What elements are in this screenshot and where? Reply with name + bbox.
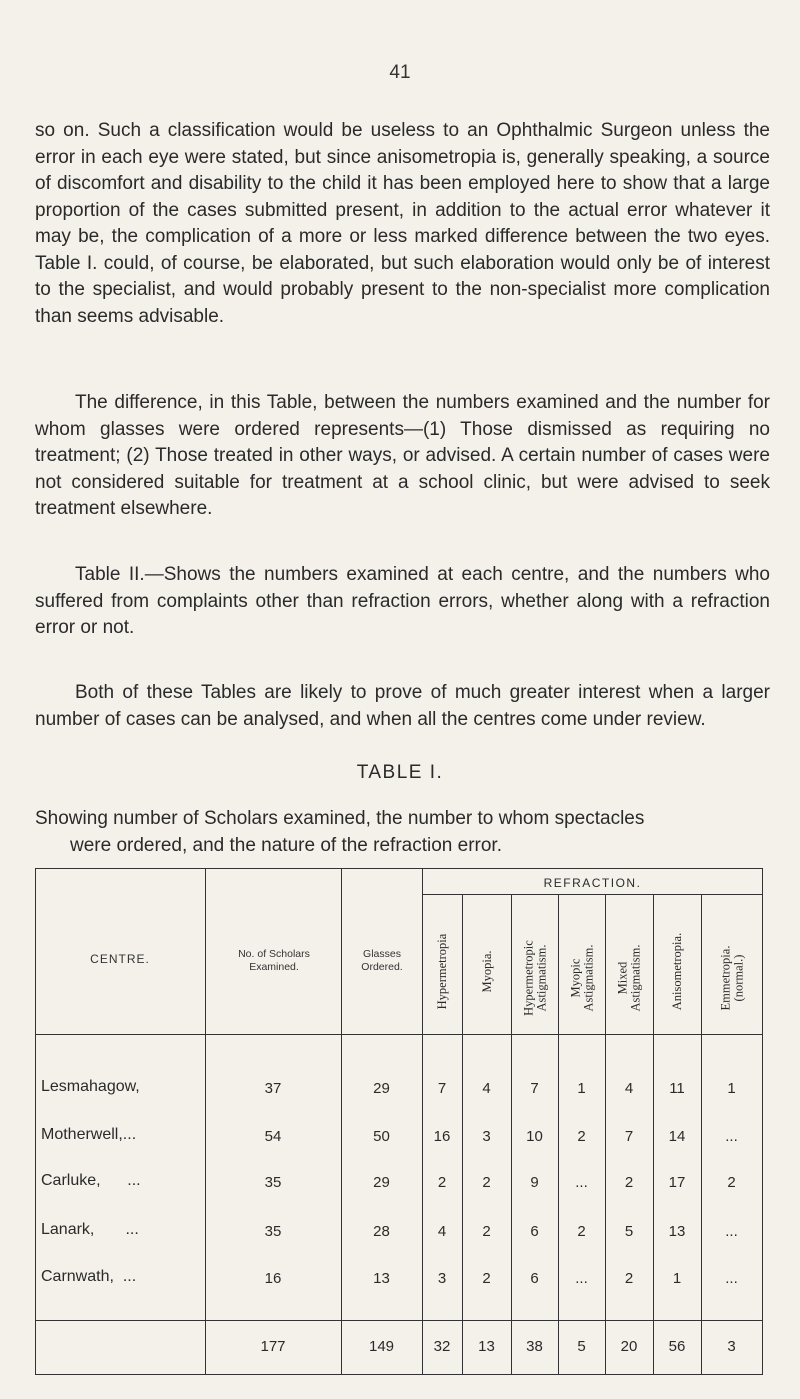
row-5-hypast: 6 xyxy=(530,1270,539,1287)
header-examined: No. of Scholars Examined. xyxy=(238,948,310,973)
row-5-myoast: ... xyxy=(575,1270,588,1287)
header-myopia-text: Myopia. xyxy=(479,950,494,993)
row-2-centre: Motherwell,... xyxy=(41,1126,137,1143)
table-top-rule xyxy=(35,868,763,869)
row-5-hyp: 3 xyxy=(437,1270,447,1287)
header-centre: CENTRE. xyxy=(90,952,150,966)
total-mixast: 20 xyxy=(620,1338,638,1355)
header-mixed-astigmatism xyxy=(605,898,653,1033)
row-5-examined: 16 xyxy=(264,1270,282,1287)
row-1-examined: 37 xyxy=(264,1080,282,1097)
row-4-myo: 2 xyxy=(482,1223,491,1240)
row-4-centre: Lanark, ... xyxy=(41,1221,139,1238)
row-3-emme: 2 xyxy=(727,1174,736,1191)
row-4-hypast: 6 xyxy=(530,1223,539,1240)
row-4-myoast: 2 xyxy=(577,1223,586,1240)
total-myo: 13 xyxy=(478,1338,495,1355)
row-5-glasses: 13 xyxy=(373,1270,390,1287)
total-aniso: 56 xyxy=(668,1338,686,1355)
header-emmetropia xyxy=(701,898,762,1033)
row-5-aniso: 1 xyxy=(672,1270,682,1287)
total-examined: 177 xyxy=(260,1338,286,1355)
row-2-mixast: 7 xyxy=(624,1128,634,1145)
header-myopic-astigmatism xyxy=(558,898,605,1033)
row-2-hyp: 16 xyxy=(433,1128,451,1145)
row-2-myoast: 2 xyxy=(577,1128,586,1145)
rule-examined xyxy=(341,868,342,1375)
total-emme: 3 xyxy=(727,1338,736,1355)
header-myopia xyxy=(462,898,511,1033)
mix-astig-line-1: Mixed xyxy=(615,961,630,995)
row-4-glasses: 28 xyxy=(373,1223,390,1240)
row-4-emme: ... xyxy=(725,1223,738,1240)
row-2-myo: 3 xyxy=(482,1128,491,1145)
row-1-emme: 1 xyxy=(727,1080,736,1097)
total-myoast: 5 xyxy=(577,1338,586,1355)
header-anisometropia-text: Anisometropia. xyxy=(670,932,684,1011)
paragraph-2: The difference, in this Table, between the numbers examined and the number for whom glasses were ordered represents—(1) Those dismissed as requiring no treatment; (2) Those treated in other ways, or advised. A certain number of cases were not considered suitable for treatment at a school clinic, but were advised to seek treatment elsewhere. xyxy=(35,392,770,519)
table-caption-line-1: Showing number of Scholars examined, the number to whom spectacles xyxy=(35,808,645,829)
hyp-astig-line-2: Astigmatism. xyxy=(534,944,548,1012)
row-3-aniso: 17 xyxy=(668,1174,686,1191)
header-hypermetropic-astigmatism-text xyxy=(522,911,548,1046)
row-3-myo: 2 xyxy=(482,1174,491,1191)
row-3-myoast: ... xyxy=(575,1174,588,1191)
row-4-mixast: 5 xyxy=(624,1223,634,1240)
emme-line-1: Emmetropia. xyxy=(718,945,732,1011)
row-5-mixast: 2 xyxy=(624,1270,634,1287)
row-5-emme: ... xyxy=(725,1270,738,1287)
header-hypermetropic-astigmatism xyxy=(511,898,558,1033)
total-hyp: 32 xyxy=(433,1338,451,1355)
refraction-table xyxy=(35,868,763,1376)
row-5-centre: Carnwath, ... xyxy=(41,1268,137,1285)
row-2-emme: ... xyxy=(725,1128,738,1145)
row-2-hypast: 10 xyxy=(526,1128,543,1145)
header-anisometropia xyxy=(653,898,701,1033)
row-3-hyp: 2 xyxy=(437,1174,447,1191)
myo-astig-line-1: Myopic xyxy=(568,958,582,998)
row-3-mixast: 2 xyxy=(624,1174,634,1191)
total-glasses: 149 xyxy=(368,1338,395,1355)
header-myopic-astigmatism-text xyxy=(569,911,595,1046)
page-number: 41 xyxy=(389,62,411,83)
total-hypast: 38 xyxy=(526,1338,543,1355)
row-3-hypast: 9 xyxy=(530,1174,539,1191)
paragraph-4: Both of these Tables are likely to prove of much greater interest when a larger number of cases can be analysed, and when all the centres come under review. xyxy=(35,682,770,730)
refraction-header-rule xyxy=(422,894,763,895)
row-1-centre: Lesmahagow, xyxy=(41,1078,140,1095)
emme-line-2: (normal.) xyxy=(731,954,745,1002)
hyp-astig-line-1: Hypermetropic xyxy=(521,940,535,1016)
myo-astig-line-2: Astigmatism. xyxy=(581,944,595,1012)
mix-astig-line-2: Astigmatism. xyxy=(628,944,643,1012)
row-5-myo: 2 xyxy=(482,1270,491,1287)
row-4-aniso: 13 xyxy=(668,1223,686,1240)
row-1-hyp: 7 xyxy=(437,1080,447,1097)
row-1-mixast: 4 xyxy=(624,1080,634,1097)
table-caption-line-2: were ordered, and the nature of the refraction error. xyxy=(70,834,502,856)
row-2-examined: 54 xyxy=(264,1128,282,1145)
row-2-glasses: 50 xyxy=(373,1128,390,1145)
header-hypermetropia xyxy=(422,898,462,1033)
row-1-aniso: 11 xyxy=(669,1080,685,1097)
rule-left xyxy=(35,868,36,1375)
row-3-centre: Carluke, ... xyxy=(41,1172,141,1189)
row-2-aniso: 14 xyxy=(668,1128,686,1145)
rule-right xyxy=(762,868,763,1375)
row-3-examined: 35 xyxy=(264,1174,282,1191)
row-1-myo: 4 xyxy=(482,1080,491,1097)
rule-centre xyxy=(205,868,206,1375)
header-emmetropia-text xyxy=(719,911,745,1046)
header-glasses: Glasses Ordered. xyxy=(361,948,403,973)
row-4-examined: 35 xyxy=(264,1223,282,1240)
header-refraction: REFRACTION. xyxy=(543,876,642,890)
table-title: TABLE I. xyxy=(356,762,444,783)
row-1-hypast: 7 xyxy=(530,1080,539,1097)
row-1-myoast: 1 xyxy=(577,1080,586,1097)
header-mixed-astigmatism-text xyxy=(617,911,643,1046)
paragraph-3: Table II.—Shows the numbers examined at each centre, and the numbers who suffered from complaints other than refraction errors, whether along with a refraction error or not. xyxy=(35,564,770,638)
row-3-glasses: 29 xyxy=(373,1174,390,1191)
row-1-glasses: 29 xyxy=(373,1080,390,1097)
header-hypermetropia-text: Hypermetropia xyxy=(435,933,449,1010)
table-caption xyxy=(35,806,770,859)
paragraph-1: so on. Such a classification would be useless to an Ophthalmic Surgeon unless the error in each eye were stated, but since anisometropia is, generally speaking, a source of discomfort and disability to the child it has been employed here to show that a large proportion of the cases submitted present, in addition to the actual error whatever it may be, the complication of a more or less marked difference between the two eyes. Table I. could, of course, be elaborated, but such elaboration would only be of interest to the specialist, and would probably present to the non-specialist more complication than seems advisable. xyxy=(35,120,770,327)
row-4-hyp: 4 xyxy=(437,1223,447,1240)
